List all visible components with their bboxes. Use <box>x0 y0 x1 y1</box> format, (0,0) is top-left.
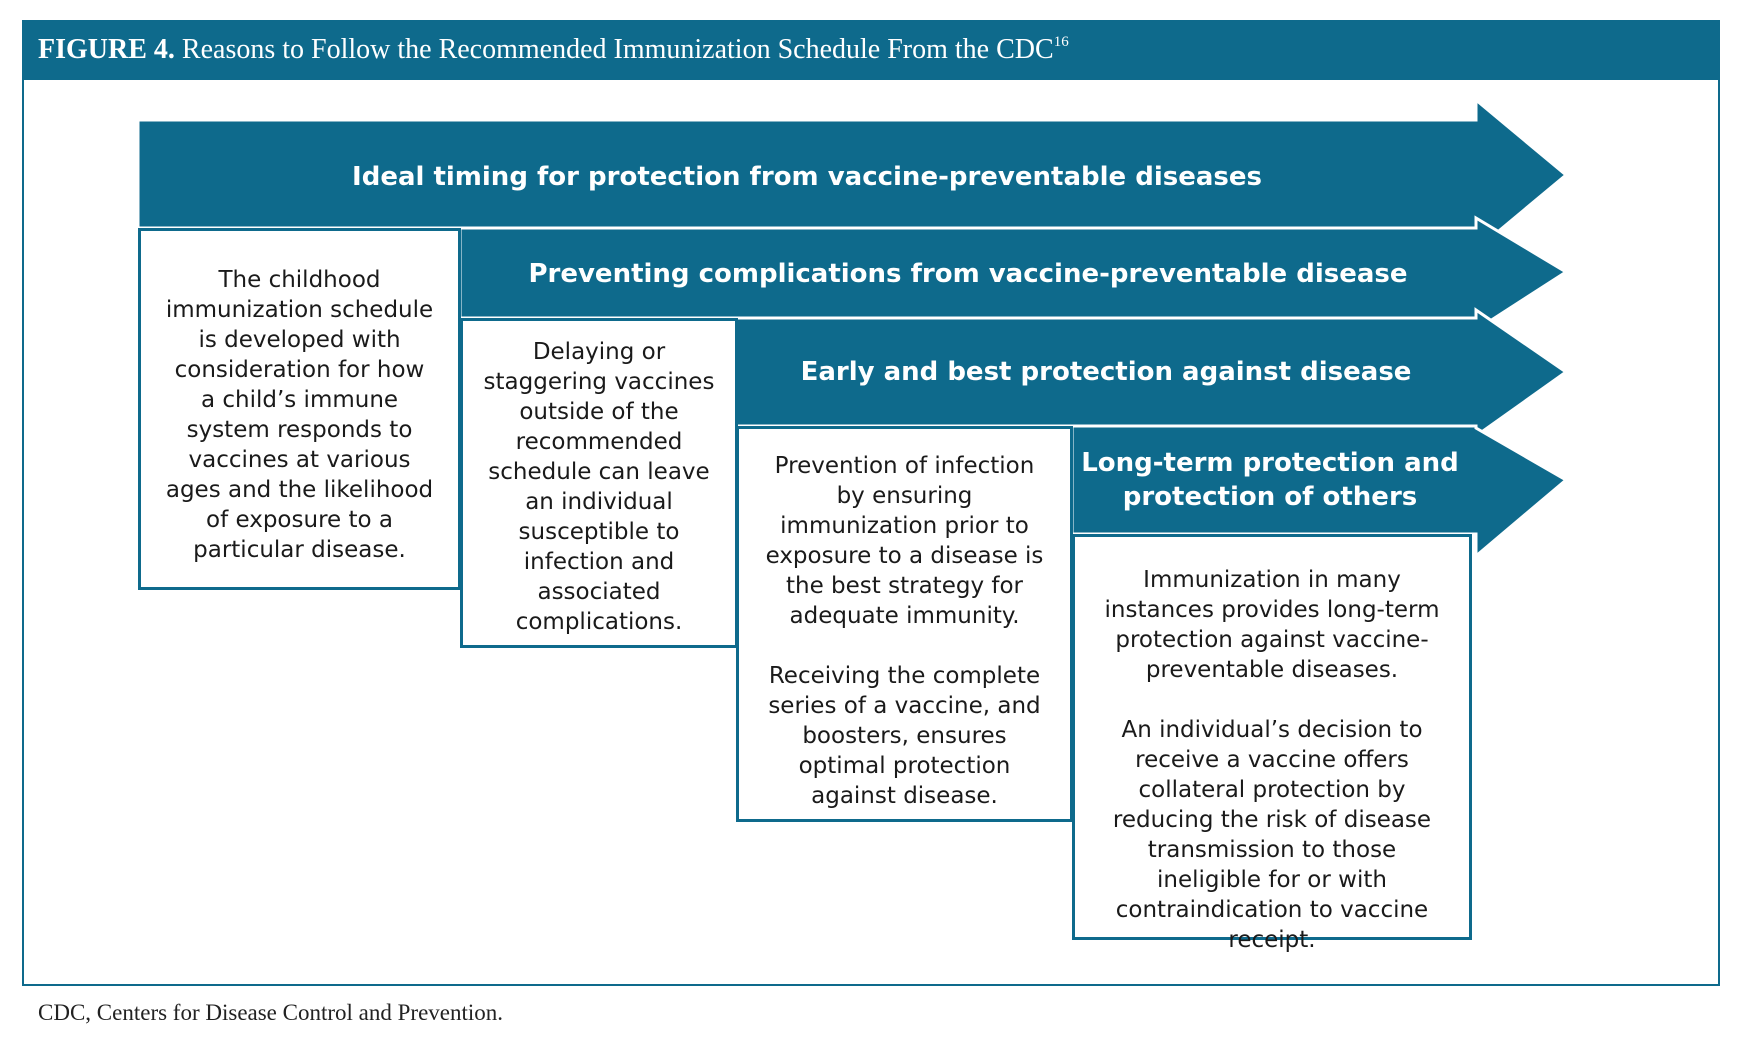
step-3-heading: Early and best protection against disease <box>800 357 1412 387</box>
step-3-box <box>736 426 1073 822</box>
figure-title: Reasons to Follow the Recommended Immunization Schedule From the CDC <box>181 34 1054 65</box>
figure-footnote: CDC, Centers for Disease Control and Prevention. <box>38 1000 504 1025</box>
step-3-text-1: Prevention of infection by ensuring immunization prior to exposure to a disease is the best strategy for adequate immunity. <box>765 453 1044 629</box>
step-4-text-2: An individual’s decision to receive a vaccine offers collateral protection by reducing the risk of disease transmission to those ineligible for or with contraindication to vaccine receipt. <box>1112 717 1432 953</box>
step-4-text-1: Immunization in many instances provides long-term protection against vaccine-preventable diseases. <box>1104 567 1440 683</box>
step-4-box <box>1072 534 1472 953</box>
step-1-box <box>138 228 461 590</box>
figure-label: FIGURE 4. <box>38 34 175 65</box>
step-1-text: The childhood immunization schedule is developed with consideration for how a child’s immune system responds to vaccines at various ages and the likelihood of exposure to a particular disease. <box>165 267 434 563</box>
step-3-text-2: Receiving the complete series of a vaccine, and boosters, ensures optimal protection against disease. <box>768 663 1041 809</box>
step-2-heading: Preventing complications from vaccine-preventable disease <box>528 259 1408 289</box>
figure-title-superscript: 16 <box>1053 34 1069 50</box>
step-1-heading: Ideal timing for protection from vaccine-preventable diseases <box>352 162 1262 192</box>
step-2-box <box>460 318 738 648</box>
step-2-text: Delaying or staggering vaccines outside of the recommended schedule can leave an individual susceptible to infection and associated complications. <box>483 339 715 635</box>
step-4-heading: Long-term protection and protection of others <box>1081 448 1459 512</box>
